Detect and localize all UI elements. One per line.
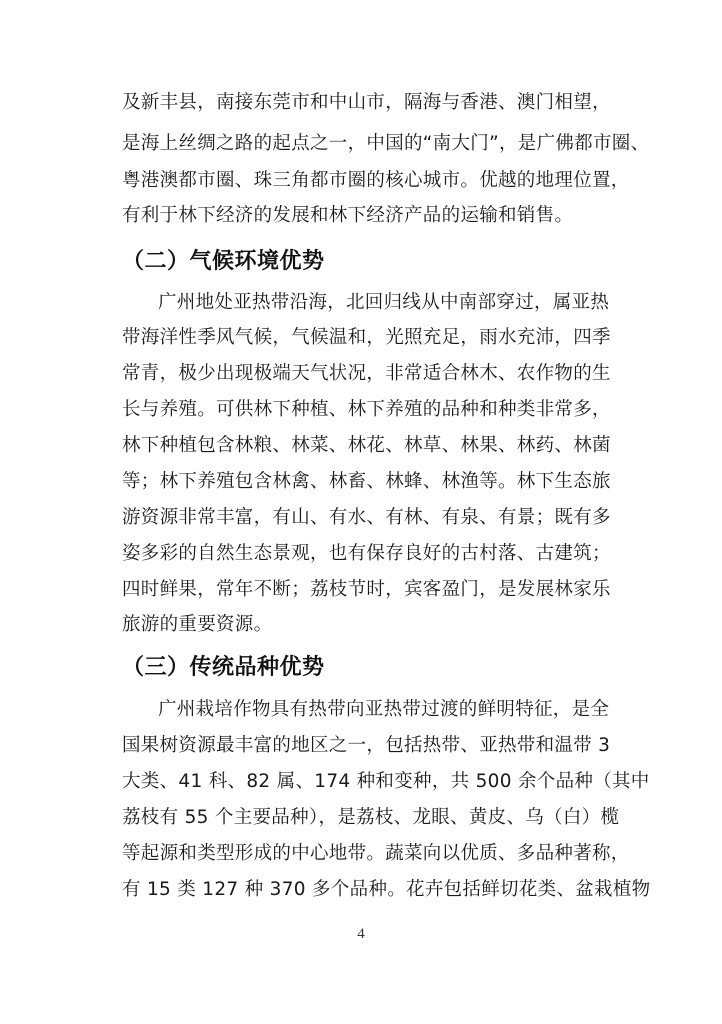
paragraph-line: 及新丰县，南接东莞市和中山市，隔海与香港、澳门相望， — [122, 92, 611, 113]
section-heading-varieties: （三）传统品种优势 — [122, 655, 325, 680]
paragraph-line: 粤港澳都市圈、珠三角都市圈的核心城市。优越的地理位置， — [122, 170, 630, 191]
paragraph-line: 广州地处亚热带沿海，北回归线从中南部穿过，属亚热 — [158, 292, 610, 313]
paragraph-line: 四时鲜果，常年不断；荔枝节时，宾客盈门，是发展林家乐 — [122, 579, 611, 600]
section-heading-climate: （二）气候环境优势 — [122, 249, 325, 274]
paragraph-line: 常青，极少出现极端天气状况，非常适合林木、农作物的生 — [122, 363, 611, 384]
paragraph-line: 广州栽培作物具有热带向亚热带过渡的鲜明特征，是全 — [158, 699, 610, 720]
paragraph-line: 有利于林下经济的发展和林下经济产品的运输和销售。 — [122, 205, 574, 226]
paragraph-line: 游资源非常丰富，有山、有水、有林、有泉、有景；既有多 — [122, 507, 611, 528]
paragraph-line: 等；林下养殖包含林禽、林畜、林蜂、林渔等。林下生态旅 — [122, 471, 611, 492]
paragraph-line: 荔枝有 55 个主要品种），是荔枝、龙眼、黄皮、乌（白）榄 — [122, 807, 620, 828]
paragraph-line: 等起源和类型形成的中心地带。蔬菜向以优质、多品种著称， — [122, 843, 630, 864]
paragraph-line: 带海洋性季风气候，气候温和，光照充足，雨水充沛，四季 — [122, 327, 611, 348]
paragraph-line: 姿多彩的自然生态景观，也有保存良好的古村落、古建筑； — [122, 543, 611, 564]
paragraph-line: 旅游的重要资源。 — [122, 614, 273, 635]
paragraph-line: 国果树资源最丰富的地区之一，包括热带、亚热带和温带 3 — [122, 735, 611, 756]
paragraph-line: 大类、41 科、82 属、174 种和变种，共 500 余个品种（其中 — [122, 771, 650, 792]
paragraph-line: 长与养殖。可供林下种植、林下养殖的品种和种类非常多， — [122, 399, 611, 420]
paragraph-line: 有 15 类 127 种 370 多个品种。花卉包括鲜切花类、盆栽植物 — [122, 879, 651, 900]
page-number: 4 — [357, 926, 365, 942]
paragraph-line: 是海上丝绸之路的起点之一，中国的“南大门”，是广佛都市圈、 — [122, 133, 650, 154]
paragraph-line: 林下种植包含林粮、林菜、林花、林草、林果、林药、林菌 — [122, 435, 611, 456]
